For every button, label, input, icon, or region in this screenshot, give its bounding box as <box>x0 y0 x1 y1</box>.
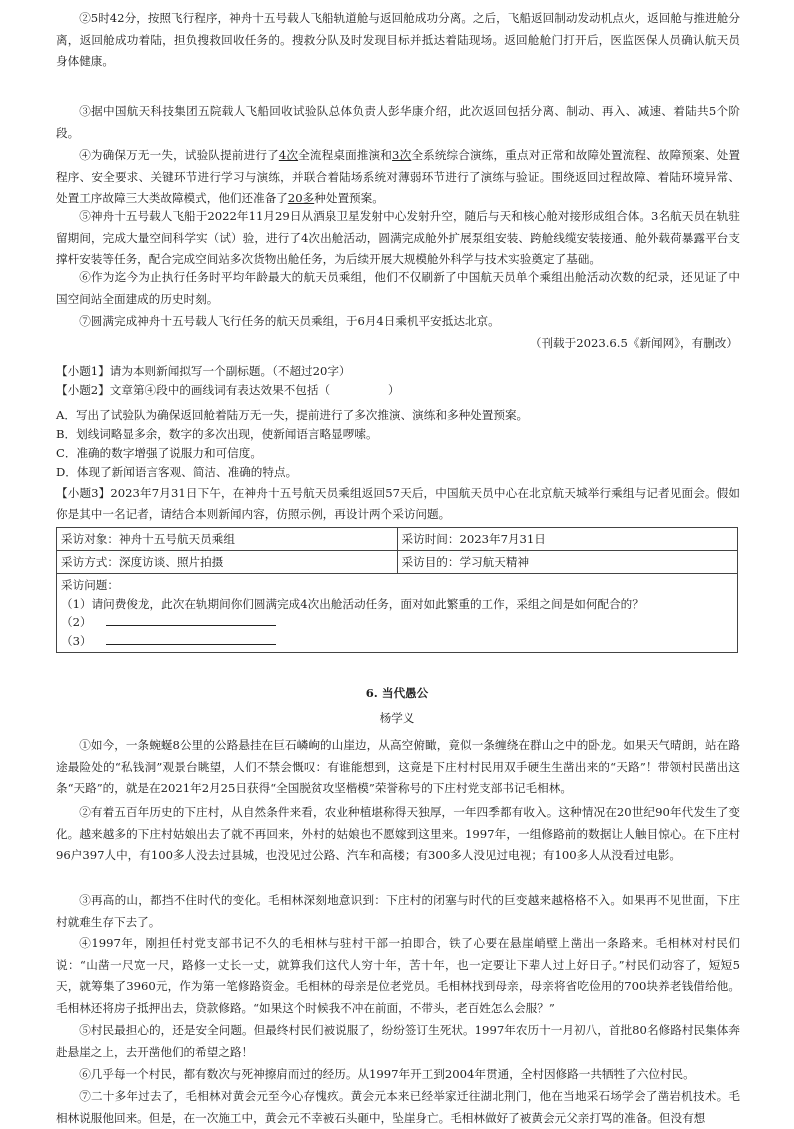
article-paragraph-1: ①如今，一条蜿蜒8公里的公路悬挂在巨石嶙峋的山崖边，从高空俯瞰，竟似一条缠绕在群山之中的卧龙。如果天气晴朗，站在路途最险处的“私钱洞”观景台眺望，人们不禁会慨叹：有谁能想到，这竟是下庄村村民用双手硬生生凿出来的“天路”！带领村民凿出这条“天路”的，就是在2021年2月25日获得“全国脱贫攻坚楷模”荣誉称号的下庄村党支部书记毛相林。 <box>56 738 740 795</box>
paragraph-4 <box>56 145 740 210</box>
article-paragraph-7: ⑦二十多年过去了，毛相林对黄会元至今心存愧疚。黄会元本来已经举家迁往湖北荆门，他在当地采石场学会了凿岩机技术。毛相林说服他回来。但是，在一次施工中，黄会元不幸被石头砸中，坠崖身亡。毛相林做好了被黄会元父亲打骂的准备。但没有想 <box>56 1089 740 1125</box>
option-c: C．准确的数字增强了说服力和可信度。 <box>56 446 262 460</box>
paragraph-6: ⑥作为迄今为止执行任务时平均年龄最大的航天员乘组，他们不仅刷新了中国航天员单个乘组出舱活动次数的纪录，还见证了中国空间站全面建成的历史时刻。 <box>56 270 740 306</box>
article-paragraph-5: ⑤村民最担心的，还是安全问题。但最终村民们被说服了，纷纷签订生死状。1997年农历十一月初八，首批80名修路村民集体奔赴悬崖之上，去开凿他们的希望之路！ <box>56 1023 740 1059</box>
question-2: 【小题2】文章第④段中的画线词有表达效果不包括（ ） <box>56 383 400 397</box>
answer-line-2: （2） <box>61 613 733 632</box>
p4-underlined-3: 20多 <box>287 191 315 205</box>
interview-method: 采访方式：深度访谈、照片拍摄 <box>57 551 398 573</box>
answer-line-3: （3） <box>61 632 733 651</box>
paragraph-2: ②5时42分，按照飞行程序，神舟十五号载人飞船轨道舱与返回舱成功分离。之后，飞船返回制动发动机点火，返回舱与推进舱分离，返回舱成功着陆，担负搜救回收任务的。搜救分队及时发现目标并抵达着陆现场。返回舱舱门打开后，医监医保人员确认航天员身体健康。 <box>56 11 740 68</box>
interview-questions <box>57 574 737 652</box>
paragraph-5: ⑤神舟十五号载人飞船于2022年11月29日从酒泉卫星发射中心发射升空，随后与天和核心舱对接形成组合体。3名航天员在轨驻留期间，完成大量空间科学实（试）验，进行了4次出舱活动，圆满完成舱外扩展泵组安装、跨舱线缆安装接通、舱外载荷暴露平台支撑杆安装等任务，配合完成空间站多次货物出舱任务，为后续开展大规模舱外科学与技术实验奠定了基础。 <box>56 209 740 266</box>
example-question: （1）请问费俊龙，此次在轨期间你们圆满完成4次出舱活动任务，面对如此繁重的工作，采组之间是如何配合的？ <box>61 596 644 611</box>
paragraph-3: ③据中国航天科技集团五院载人飞船回收试验队总体负责人彭华康介绍，此次返回包括分离、制动、再入、减速、着陆共5个阶段。 <box>56 104 740 140</box>
article-paragraph-3: ③再高的山，都挡不住时代的变化。毛相林深刻地意识到：下庄村的闭塞与时代的巨变越来越格格不入。如果再不见世面，下庄村就难生存下去了。 <box>56 893 740 929</box>
option-b: B．划线词略显多余，数字的多次出现，使新闻语言略显啰嗦。 <box>56 427 378 441</box>
p4-text-d: 种处置预案。 <box>314 191 384 205</box>
interview-subject: 采访对象：神舟十五号航天员乘组 <box>57 528 398 550</box>
option-d: D．体现了新闻语言客观、简洁、准确的特点。 <box>56 465 298 479</box>
questions-header: 采访问题： <box>61 578 119 592</box>
paragraph-7: ⑦圆满完成神舟十五号载人飞行任务的航天员乘组，于6月4日乘机平安抵达北京。 <box>79 314 500 328</box>
blank-line[interactable] <box>106 613 276 626</box>
question-3: 【小题3】2023年7月31日下午，在神舟十五号航天员乘组返回57天后，中国航天员中心在北京航天城举行乘组与记者见面会。假如你是其中一名记者，请结合本则新闻内容，仿照示例，再设计两个采访问题。 <box>56 486 740 521</box>
table-row <box>57 551 737 574</box>
article-paragraph-4: ④1997年，刚担任村党支部书记不久的毛相林与驻村干部一拍即合，铁了心要在悬崖峭壁上凿出一条路来。毛相林对村民们说：“山凿一尺宽一尺，路修一丈长一丈，就算我们这代人穷十年，苦十年，也一定要让下辈人过上好日子。”村民们动容了，短短5天，就筹集了3960元，作为第一笔修路资金。毛相林的母亲是位老党员。毛相林找到母亲，母亲将省吃俭用的700块养老钱借给他。毛相林还将房子抵押出去，贷款修路。“如果这个时候我不冲在前面，不带头，老百姓怎么会服？” <box>56 936 740 1015</box>
article-author: 杨学义 <box>379 711 415 725</box>
table-row <box>57 528 737 551</box>
p4-underlined-1: 4次 <box>278 148 299 162</box>
interview-table <box>56 527 738 653</box>
p4-text-b: 全流程桌面推演和 <box>298 148 393 162</box>
news-source: （刊载于2023.6.5《新闻网》，有删改） <box>529 336 738 350</box>
article-title: 6. 当代愚公 <box>365 686 429 700</box>
blank-line[interactable] <box>106 632 276 645</box>
option-a: A．写出了试验队为确保返回舱着陆万无一失，提前进行了多次推演、演练和多种处置预案。 <box>56 408 529 422</box>
p4-underlined-2: 3次 <box>392 148 412 162</box>
interview-purpose: 采访目的：学习航天精神 <box>401 555 530 569</box>
article-paragraph-2: ②有着五百年历史的下庄村，从自然条件来看，农业种植堪称得天独厚，一年四季都有收入。这种情况在20世纪90年代发生了变化。越来越多的下庄村姑娘出去了就不再回来，外村的姑娘也不愿嫁到这里来。1997年，一组修路前的数据让人触目惊心。在下庄村96户397人中，有100多人没去过县城，也没见过公路、汽车和高楼；有300多人没见过电视；有100多人从没看过电影。 <box>56 805 740 862</box>
question-1: 【小题1】请为本则新闻拟写一个副标题。（不超过20字） <box>56 364 351 378</box>
p4-text-c: 全系统综合演练，重点对正常和故障处置流程、故障预案、处置程序、安全要求、关键环节进行学习与演练，并联合着陆场系统对薄弱环节进行了演练与验证。围绕返回过程故障、着陆环境异常、处置工序故障三大类故障模式，他们还准备了 <box>56 148 740 205</box>
article-paragraph-6: ⑥几乎每一个村民，都有数次与死神擦肩而过的经历。从1997年开工到2004年贯通，全村因修路一共牺牲了六位村民。 <box>79 1067 695 1081</box>
p4-text-a: ④为确保万无一失，试验队提前进行了 <box>79 148 279 162</box>
interview-time: 采访时间：2023年7月31日 <box>401 532 546 546</box>
